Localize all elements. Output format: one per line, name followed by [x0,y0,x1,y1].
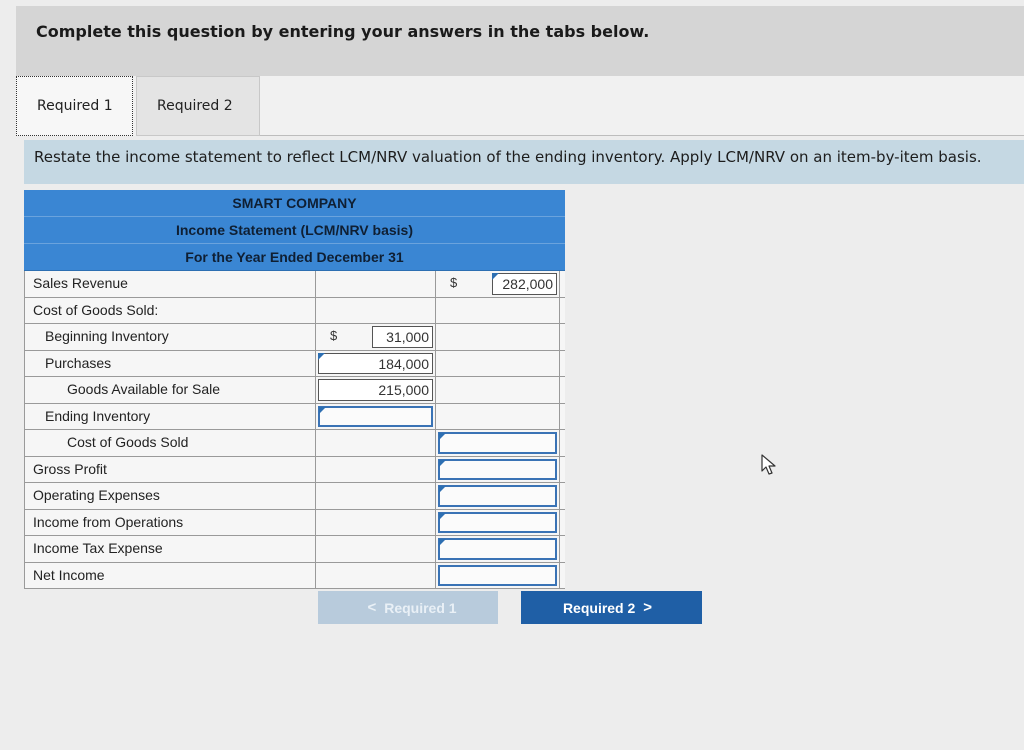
company-name: SMART COMPANY [24,190,565,217]
row-income-tax-expense [24,536,565,563]
prompt-text: Restate the income statement to reflect LCM/NRV valuation of the ending inventory. Apply LCM/NRV on an item-by-item basis. [34,148,982,166]
prev-button-label: Required 1 [384,599,457,616]
row-mid-cell [316,324,436,350]
row-right-cell [436,351,560,377]
sales-revenue-input[interactable]: 282,000 [492,273,557,295]
income-tax-expense-input[interactable] [438,538,557,560]
row-mid-cell [316,510,436,536]
next-required-button[interactable] [521,591,702,624]
row-label: Operating Expenses [24,483,316,509]
row-gross-profit [24,457,565,484]
next-button-label: Required 2 [562,599,636,616]
prompt-bar [24,140,1024,184]
instructions-bar [16,6,1024,76]
gross-profit-input[interactable] [438,459,557,481]
row-label: Sales Revenue [24,271,316,297]
tab-strip [16,76,1024,136]
statement-title: Income Statement (LCM/NRV basis) [24,217,565,244]
row-right-cell [436,404,560,430]
tab-required-2[interactable] [136,76,260,136]
row-mid-cell [316,563,436,589]
chevron-left-icon: < [367,599,377,616]
operating-expenses-input[interactable] [438,485,557,507]
row-label: Gross Profit [24,457,316,483]
currency-symbol: $ [330,328,338,343]
row-mid-cell [316,404,436,430]
tab-required-2-label: Required 2 [157,98,233,114]
row-mid-cell [316,351,436,377]
row-beginning-inventory [24,324,565,351]
row-goods-available [24,377,565,404]
row-right-cell [436,271,560,297]
row-operating-expenses [24,483,565,510]
row-label: Goods Available for Sale [24,377,316,403]
statement-period: For the Year Ended December 31 [24,244,565,271]
row-mid-cell [316,536,436,562]
row-sales-revenue [24,271,565,298]
row-right-cell [436,324,560,350]
statement-body [24,271,565,589]
tab-required-1-label: Required 1 [37,98,113,114]
net-income-input[interactable] [438,565,557,587]
row-right-cell [436,536,560,562]
currency-symbol: $ [450,275,458,290]
row-net-income [24,563,565,590]
row-ending-inventory [24,404,565,431]
purchases-input[interactable]: 184,000 [318,353,433,375]
row-label: Cost of Goods Sold [24,430,316,456]
prev-required-button[interactable] [318,591,498,624]
row-mid-cell [316,457,436,483]
income-from-operations-input[interactable] [438,512,557,534]
beginning-inventory-input[interactable]: 31,000 [372,326,433,348]
row-label: Income from Operations [24,510,316,536]
row-mid-cell [316,271,436,297]
ending-inventory-input[interactable] [318,406,433,428]
statement-header [24,190,565,271]
row-right-cell [436,457,560,483]
cost-of-goods-sold-input[interactable] [438,432,557,454]
row-purchases [24,351,565,378]
row-right-cell [436,483,560,509]
row-mid-cell [316,377,436,403]
row-mid-cell [316,430,436,456]
instructions-text: Complete this question by entering your answers in the tabs below. [36,22,650,41]
row-mid-cell [316,298,436,324]
row-mid-cell [316,483,436,509]
tab-required-1[interactable] [16,76,133,136]
row-right-cell [436,563,560,589]
row-right-cell [436,430,560,456]
row-label: Purchases [24,351,316,377]
row-label: Beginning Inventory [24,324,316,350]
row-label: Income Tax Expense [24,536,316,562]
row-right-cell [436,377,560,403]
row-income-from-operations [24,510,565,537]
income-statement [24,190,565,589]
chevron-right-icon: > [643,599,653,616]
row-label: Ending Inventory [24,404,316,430]
row-label: Net Income [24,563,316,589]
row-right-cell [436,510,560,536]
row-right-cell [436,298,560,324]
mouse-pointer-icon [760,454,778,476]
row-cogs-header [24,298,565,325]
goods-available-input[interactable]: 215,000 [318,379,433,401]
tab-divider [260,135,1024,136]
row-cost-of-goods-sold [24,430,565,457]
row-label: Cost of Goods Sold: [24,298,316,324]
